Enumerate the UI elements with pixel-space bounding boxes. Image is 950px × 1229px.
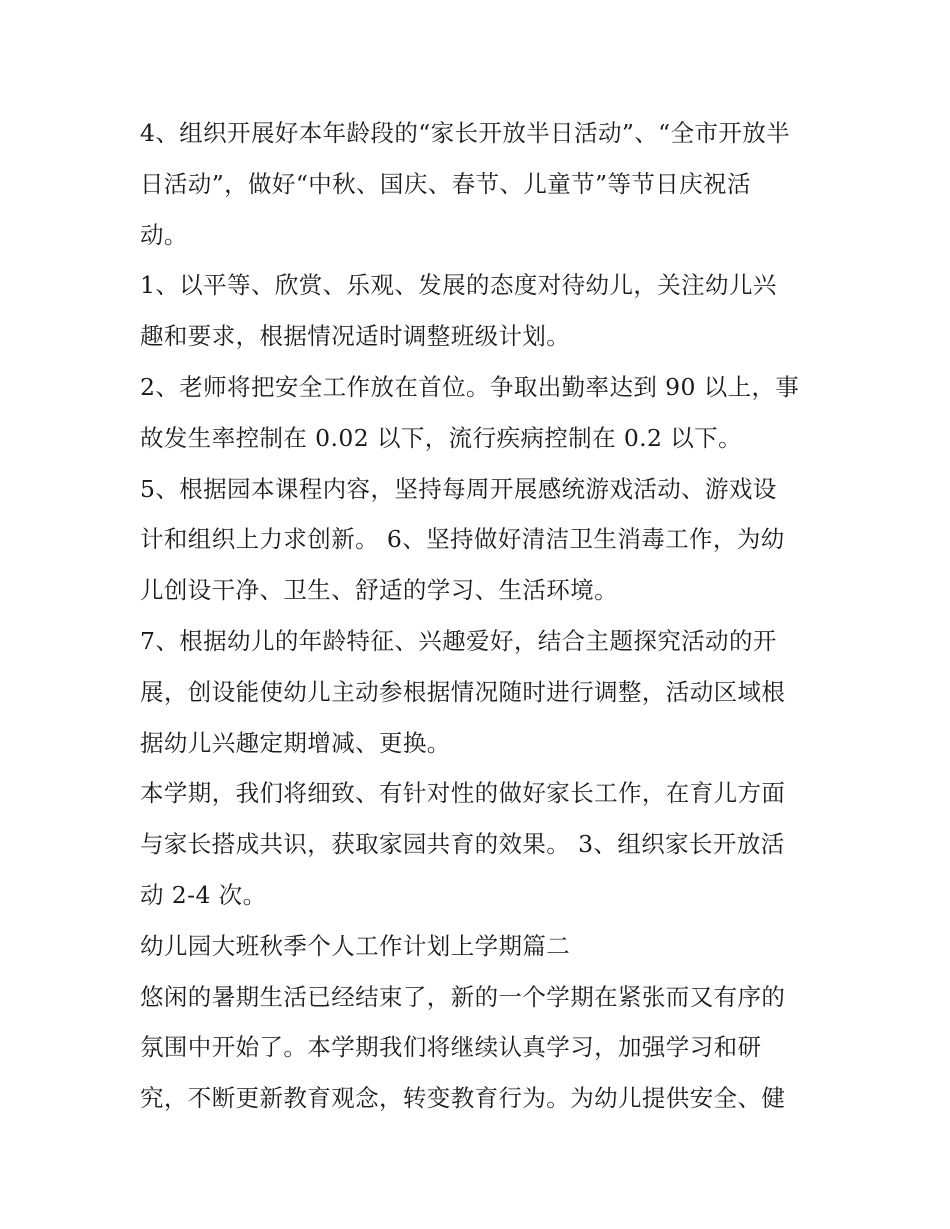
text-line: 动 2-4 次。	[140, 880, 267, 909]
text-line: 展，创设能使幼儿主动参根据情况随时进行调整，活动区域根	[140, 677, 786, 706]
text-line: 故发生率控制在 0.02 以下，流行疾病控制在 0.2 以下。	[140, 423, 742, 452]
document-body	[140, 108, 820, 1124]
section-heading: 幼儿园大班秋季个人工作计划上学期篇二	[140, 931, 571, 960]
text-line: 日活动”，做好“中秋、国庆、春节、儿童节”等节日庆祝活	[140, 169, 751, 198]
text-line: 7、根据幼儿的年龄特征、兴趣爱好，结合主题探究活动的开	[140, 626, 777, 655]
text-line: 计和组织上力求创新。 6、坚持做好清洁卫生消毒工作，为幼	[140, 525, 785, 554]
text-line: 动。	[140, 220, 188, 249]
text-line: 本学期，我们将细致、有针对性的做好家长工作，在育儿方面	[140, 779, 786, 808]
text-line: 据幼儿兴趣定期增减、更换。	[140, 728, 451, 757]
text-line: 儿创设干净、卫生、舒适的学习、生活环境。	[140, 576, 618, 605]
text-line: 悠闲的暑期生活已经结束了，新的一个学期在紧张而又有序的	[140, 982, 786, 1011]
text-line: 氛围中开始了。本学期我们将继续认真学习，加强学习和研	[140, 1033, 762, 1062]
text-line: 2、老师将把安全工作放在首位。争取出勤率达到 90 以上，事	[140, 372, 800, 401]
text-line: 究，不断更新教育观念，转变教育行为。为幼儿提供安全、健	[140, 1084, 786, 1113]
text-line: 5、根据园本课程内容，坚持每周开展感统游戏活动、游戏设	[140, 474, 777, 503]
text-line: 4、组织开展好本年龄段的“家长开放半日活动”、“全市开放半	[140, 119, 791, 147]
text-line: 趣和要求，根据情况适时调整班级计划。	[140, 322, 571, 351]
text-line: 与家长搭成共识，获取家园共育的效果。 3、组织家长开放活	[140, 830, 785, 859]
text-line: 1、以平等、欣赏、乐观、发展的态度对待幼儿，关注幼儿兴	[140, 271, 777, 300]
